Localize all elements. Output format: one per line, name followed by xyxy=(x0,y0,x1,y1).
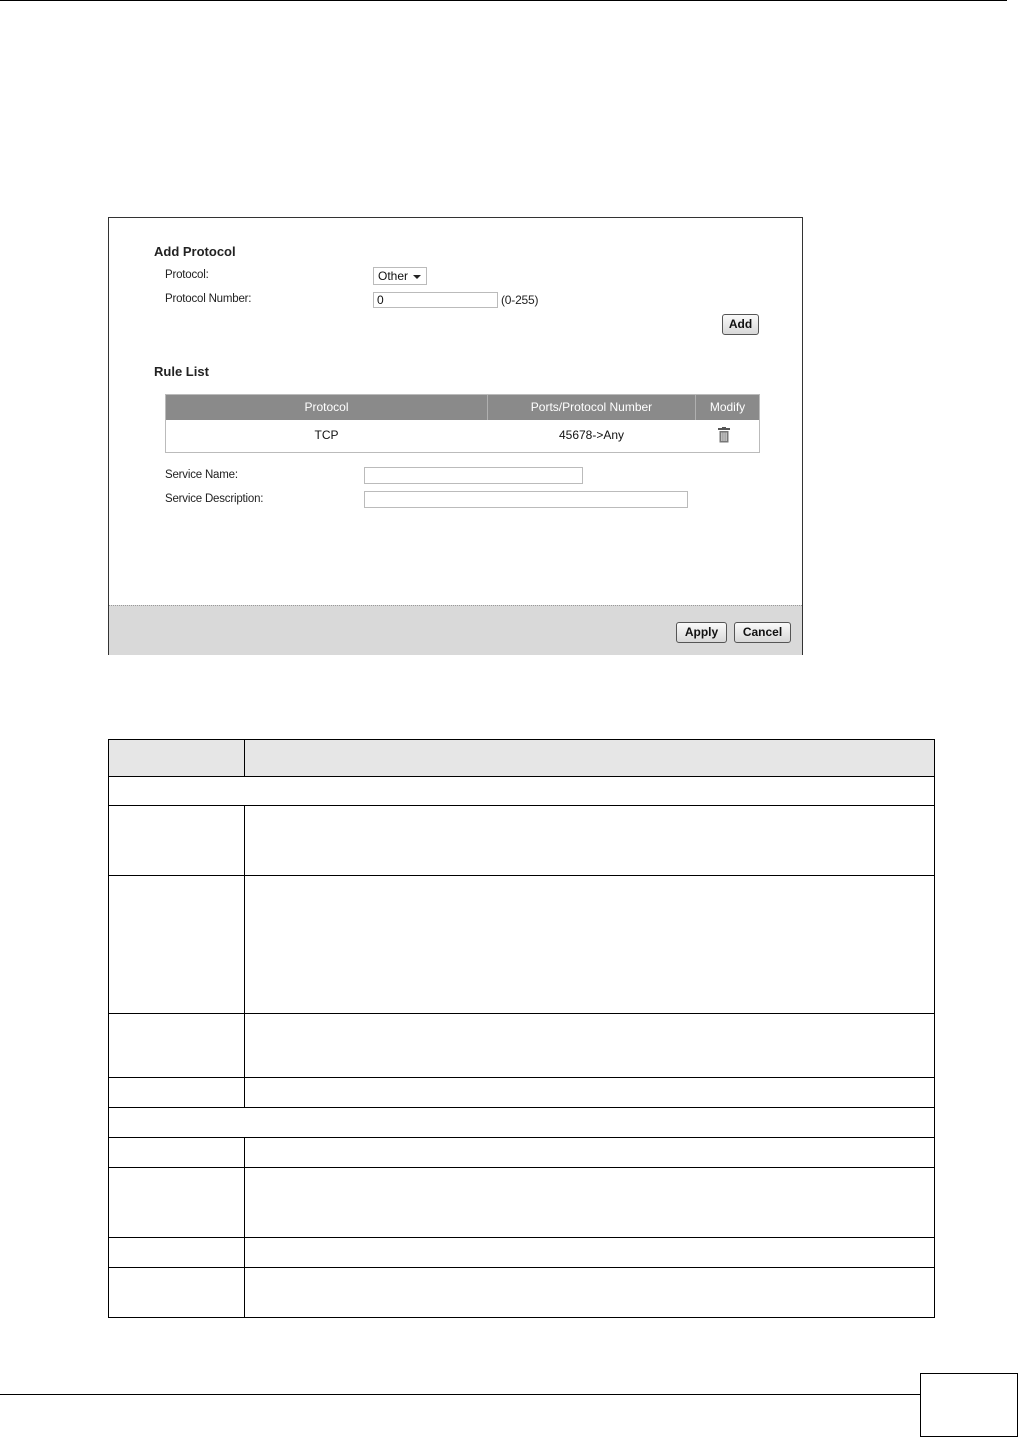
panel-footer xyxy=(109,605,802,655)
table-row-divider xyxy=(109,1077,934,1078)
apply-button[interactable]: Apply xyxy=(676,622,727,643)
table-row-divider xyxy=(109,1267,934,1268)
add-service-panel xyxy=(108,217,803,655)
table-row-divider xyxy=(109,776,934,777)
service-description-input[interactable] xyxy=(364,491,688,508)
table-header-row xyxy=(109,740,934,776)
column-header-protocol: Protocol xyxy=(304,400,349,414)
protocol-label: Protocol: xyxy=(165,269,209,281)
protocol-number-label: Protocol Number: xyxy=(165,293,252,305)
table-row-divider xyxy=(109,1237,934,1238)
page-number-box xyxy=(920,1373,1018,1437)
protocol-number-input[interactable]: 0 xyxy=(373,292,498,308)
protocol-select[interactable] xyxy=(373,267,427,285)
rule-list-table xyxy=(165,394,760,453)
table-row-divider xyxy=(109,805,934,806)
protocol-number-range: (0-255) xyxy=(501,293,539,307)
table-row-divider xyxy=(109,1137,934,1138)
add-button[interactable]: Add xyxy=(722,314,759,335)
rule-list-header xyxy=(166,395,759,420)
table-row-divider xyxy=(109,1013,934,1014)
protocol-select-value: Other xyxy=(378,269,409,283)
rule-ports-cell: 45678->Any xyxy=(558,428,625,442)
cancel-button[interactable]: Cancel xyxy=(734,622,791,643)
table-row-divider xyxy=(109,1107,934,1108)
table-row-divider xyxy=(109,1167,934,1168)
service-name-label: Service Name: xyxy=(165,469,238,481)
rule-protocol-cell: TCP xyxy=(314,428,339,442)
column-header-ports: Ports/Protocol Number xyxy=(530,400,653,414)
page-top-rule xyxy=(0,0,1007,1)
trash-icon[interactable] xyxy=(717,427,731,443)
page-bottom-rule xyxy=(0,1394,920,1395)
table-row-divider xyxy=(109,875,934,876)
service-description-label: Service Description: xyxy=(165,493,264,505)
table-column-divider xyxy=(244,805,245,1107)
rule-list-title: Rule List xyxy=(154,364,209,379)
add-protocol-title: Add Protocol xyxy=(154,244,236,259)
field-description-table xyxy=(108,739,935,1318)
column-header-modify: Modify xyxy=(709,400,746,414)
service-name-input[interactable] xyxy=(364,467,583,484)
table-column-divider xyxy=(244,740,245,776)
table-column-divider xyxy=(244,1137,245,1317)
chevron-down-icon xyxy=(413,275,421,279)
